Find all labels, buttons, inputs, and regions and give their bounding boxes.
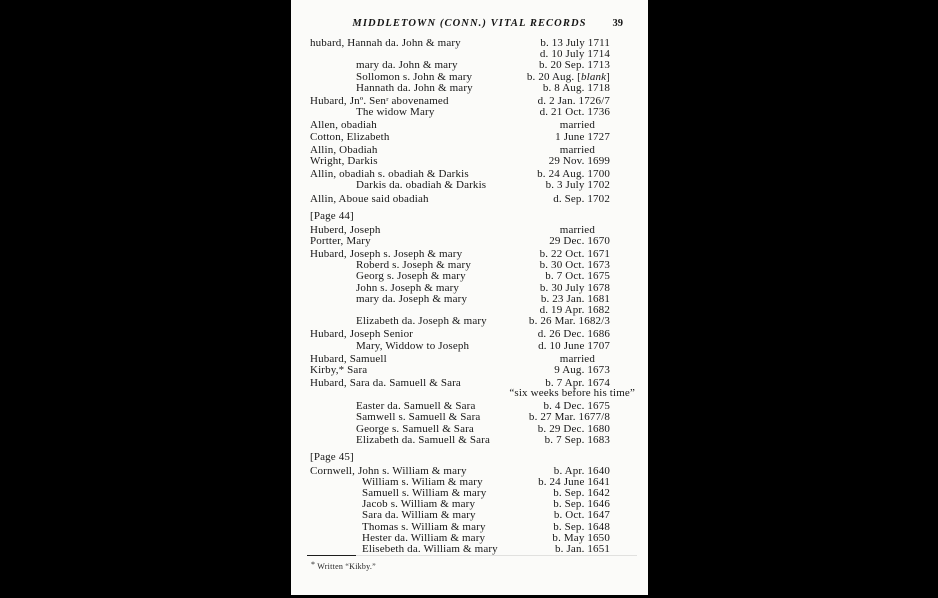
record-row xyxy=(310,510,610,521)
record-date: married xyxy=(559,119,595,132)
record-name: Jacob s. William & mary xyxy=(362,498,476,511)
record-date: b. 27 Mar. 1677/8 xyxy=(528,411,610,424)
record-date: b. Sep. 1648 xyxy=(553,520,610,533)
record-row xyxy=(310,180,610,191)
record-name: Mary, Widdow to Joseph xyxy=(356,339,470,352)
record-name: Cornwell, John s. William & mary xyxy=(310,464,467,477)
record-name: Hannath da. John & mary xyxy=(356,81,473,94)
record-date: b. 20 Aug. [blank] xyxy=(526,70,610,83)
record-name: Georg s. Joseph & mary xyxy=(356,270,466,283)
record-row xyxy=(310,365,610,376)
record-name: Thomas s. William & mary xyxy=(362,520,486,533)
record-name: Elizabeth da. Joseph & mary xyxy=(356,315,487,328)
record-date: b. 8 Aug. 1718 xyxy=(542,81,610,94)
record-name: William s. Wiliam & mary xyxy=(362,475,483,488)
record-name: George s. Samuell & Sara xyxy=(356,422,474,435)
record-date: married xyxy=(559,143,595,156)
record-date: 29 Dec. 1670 xyxy=(549,234,610,247)
record-date: b. 22 Oct. 1671 xyxy=(539,247,610,260)
record-date: b. 3 July 1702 xyxy=(545,179,610,192)
records-list xyxy=(310,37,635,556)
record-date: b. 30 July 1678 xyxy=(539,281,610,294)
page-break-header xyxy=(310,211,610,222)
record-name: Hubard, Joseph s. Joseph & mary xyxy=(310,247,463,260)
record-date: b. 23 Jan. 1681 xyxy=(540,292,610,305)
record-date: 9 Aug. 1673 xyxy=(554,363,610,376)
record-name: Kirby,* Sara xyxy=(310,363,368,376)
running-head xyxy=(291,18,648,29)
record-row xyxy=(310,60,610,71)
book-page xyxy=(291,0,648,595)
record-date: d. 10 July 1714 xyxy=(539,48,610,61)
record-name: mary da. Joseph & mary xyxy=(356,292,468,305)
record-date: b. Apr. 1640 xyxy=(553,464,610,477)
record-date: married xyxy=(559,352,595,365)
record-date: b. 26 Mar. 1682/3 xyxy=(528,315,610,328)
record-name: Elizabeth da. Samuell & Sara xyxy=(356,433,491,446)
record-date: b. Oct. 1647 xyxy=(553,509,610,522)
record-date: married xyxy=(559,223,595,236)
record-name: Sollomon s. John & mary xyxy=(356,70,473,83)
record-name: Allin, obadiah s. obadiah & Darkis xyxy=(310,168,469,181)
record-name: John s. Joseph & mary xyxy=(356,281,460,294)
record-name: Hubard, Jnº. Senʳ abovenamed xyxy=(310,95,449,108)
record-name: Huberd, Joseph xyxy=(310,223,381,236)
page-break-label: [Page 45] xyxy=(310,451,354,464)
record-date: b. Sep. 1642 xyxy=(553,487,610,500)
record-name: Wright, Darkis xyxy=(310,155,378,168)
record-name: Easter da. Samuell & Sara xyxy=(356,400,476,413)
scan-artifact-line xyxy=(307,555,637,556)
record-date: b. 24 June 1641 xyxy=(538,475,610,488)
record-date: b. May 1650 xyxy=(552,531,610,544)
record-row xyxy=(310,386,635,399)
record-name: Hubard, Samuell xyxy=(310,352,387,365)
record-name: hubard, Hannah da. John & mary xyxy=(310,37,461,49)
record-name: Roberd s. Joseph & mary xyxy=(356,259,471,272)
record-name: Cotton, Elizabeth xyxy=(310,130,390,143)
page-number: 39 xyxy=(612,18,623,29)
record-row xyxy=(310,132,610,143)
record-date: “six weeks before his time” xyxy=(509,386,635,399)
page-title: MIDDLETOWN (CONN.) VITAL RECORDS xyxy=(352,18,587,29)
page-break-label: [Page 44] xyxy=(310,210,354,223)
record-row xyxy=(310,194,610,205)
record-name: Samwell s. Samuell & Sara xyxy=(356,411,481,424)
record-date: d. 26 Dec. 1686 xyxy=(537,328,610,341)
record-row xyxy=(310,83,610,94)
record-date: d. 2 Jan. 1726/7 xyxy=(537,95,610,108)
record-date: b. 13 July 1711 xyxy=(540,37,610,49)
record-name: The widow Mary xyxy=(356,106,435,119)
record-name: Hubard, Sara da. Samuell & Sara xyxy=(310,377,461,390)
record-date: b. Jan. 1651 xyxy=(555,543,610,556)
record-date: d. 10 June 1707 xyxy=(538,339,610,352)
record-date: b. 29 Dec. 1680 xyxy=(537,422,610,435)
record-date: b. 24 Aug. 1700 xyxy=(537,168,610,181)
record-name: Hester da. William & mary xyxy=(362,531,486,544)
record-row xyxy=(310,156,610,167)
record-date: 1 June 1727 xyxy=(555,130,610,143)
record-name: Allen, obadiah xyxy=(310,119,377,132)
record-date: b. 7 Sep. 1683 xyxy=(544,433,610,446)
record-row xyxy=(310,107,610,118)
record-date: d. Sep. 1702 xyxy=(553,192,610,205)
record-date: b. 4 Dec. 1675 xyxy=(543,400,610,413)
page-break-header xyxy=(310,452,610,463)
record-row xyxy=(310,341,610,352)
record-date: b. Sep. 1646 xyxy=(553,498,610,511)
record-date: b. 7 Oct. 1675 xyxy=(545,270,610,283)
record-date: b. 30 Oct. 1673 xyxy=(539,259,610,272)
record-date: d. 19 Apr. 1682 xyxy=(539,303,610,316)
record-row xyxy=(310,435,610,446)
record-name: Darkis da. obadiah & Darkis xyxy=(356,179,487,192)
record-name: mary da. John & mary xyxy=(356,59,458,72)
record-date: b. 7 Apr. 1674 xyxy=(545,377,610,390)
record-row xyxy=(310,271,610,282)
record-row xyxy=(310,412,610,423)
record-name: Sara da. William & mary xyxy=(362,509,476,522)
record-name: Allin, Aboue said obadiah xyxy=(310,192,429,205)
record-name: Samuell s. William & mary xyxy=(362,487,487,500)
footnote-marker: * xyxy=(311,560,316,569)
footnote-rule xyxy=(307,555,356,556)
record-date: b. 20 Sep. 1713 xyxy=(539,59,610,72)
record-row xyxy=(310,316,610,327)
record-name: Portter, Mary xyxy=(310,234,371,247)
record-row xyxy=(310,329,610,340)
record-date: 29 Nov. 1699 xyxy=(548,155,610,168)
record-name: Hubard, Joseph Senior xyxy=(310,328,414,341)
record-name: Allin, Obadiah xyxy=(310,143,378,156)
footnote-text: Written “Kikby.” xyxy=(317,562,376,571)
record-date: d. 21 Oct. 1736 xyxy=(539,106,610,119)
record-row xyxy=(310,236,610,247)
footnote xyxy=(311,560,376,571)
record-name: Elisebeth da. William & mary xyxy=(362,543,498,556)
record-row xyxy=(310,120,610,131)
